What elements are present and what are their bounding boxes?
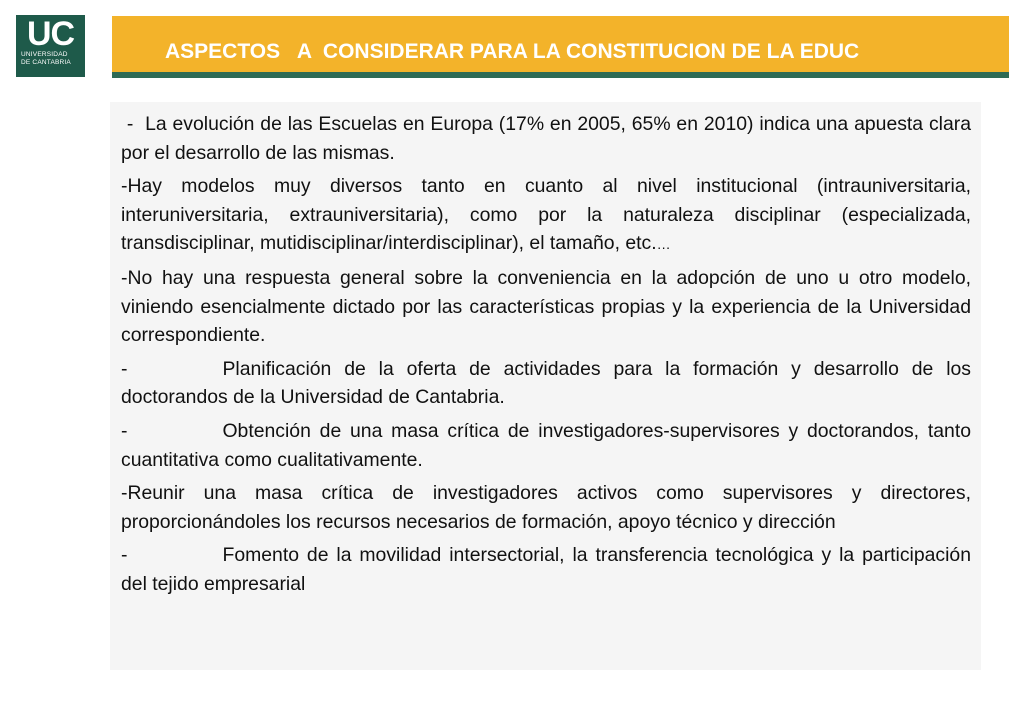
paragraph-4 (121, 355, 971, 412)
paragraph-1 (121, 110, 971, 167)
paragraph-5 (121, 417, 971, 474)
paragraph-5-text: Obtención de una masa crítica de investigadores-supervisores y doctorandos, tanto cuantitativa como cualitativamente. (121, 419, 971, 471)
page-title: ASPECTOS A CONSIDERAR PARA LA CONSTITUCION DE LA EDUC (165, 40, 860, 63)
paragraph-3-text: No hay una respuesta general sobre la conveniencia en la adopción de uno u otro modelo, viniendo esencialmente dictado por las características propias y la experiencia de la Universidad correspondiente. (121, 266, 971, 347)
logo-mark: UC (26, 15, 75, 53)
banner-underline (112, 72, 1009, 78)
paragraph-2 (121, 172, 971, 259)
content-box (110, 102, 981, 670)
paragraph-3 (121, 264, 971, 350)
paragraph-6-lead: - (121, 482, 128, 505)
logo-line-2: DE CANTABRIA (21, 59, 71, 66)
paragraph-7 (121, 541, 971, 598)
paragraph-2-text: Hay modelos muy diversos tanto en cuanto al nivel institucional (intrauniversitaria, interuniversitaria, extrauniversitaria), como por la naturaleza disciplinar (especializada, transdisciplinar, mutidisciplinar/interdisciplinar), el tamaño, etc. (121, 175, 971, 255)
paragraph-2-lead: - (121, 175, 128, 198)
paragraph-1-lead: - (121, 113, 146, 135)
paragraph-6-text: Reunir una masa crítica de investigadores activos como supervisores y directores, proporcionándoles los recursos necesarios de formación, apoyo técnico y dirección (121, 482, 971, 533)
paragraph-7-text: Fomento de la movilidad intersectorial, la transferencia tecnológica y la participación del tejido empresarial (121, 544, 971, 595)
paragraph-3-lead: - (121, 266, 128, 289)
paragraph-2-ellipsis: … (656, 236, 671, 253)
paragraph-5-lead: - (121, 419, 128, 442)
paragraph-1-text: La evolución de las Escuelas en Europa (17% en 2005, 65% en 2010) indica una apuesta clara por el desarrollo de las mismas. (121, 113, 971, 164)
paragraph-6 (121, 479, 971, 536)
paragraph-4-lead: - (121, 357, 128, 380)
logo-line-1: UNIVERSIDAD (21, 51, 68, 58)
university-logo (16, 15, 85, 77)
paragraph-4-text: Planificación de la oferta de actividades para la formación y desarrollo de los doctorandos de la Universidad de Cantabria. (121, 357, 971, 409)
paragraph-7-lead: - (121, 544, 128, 567)
